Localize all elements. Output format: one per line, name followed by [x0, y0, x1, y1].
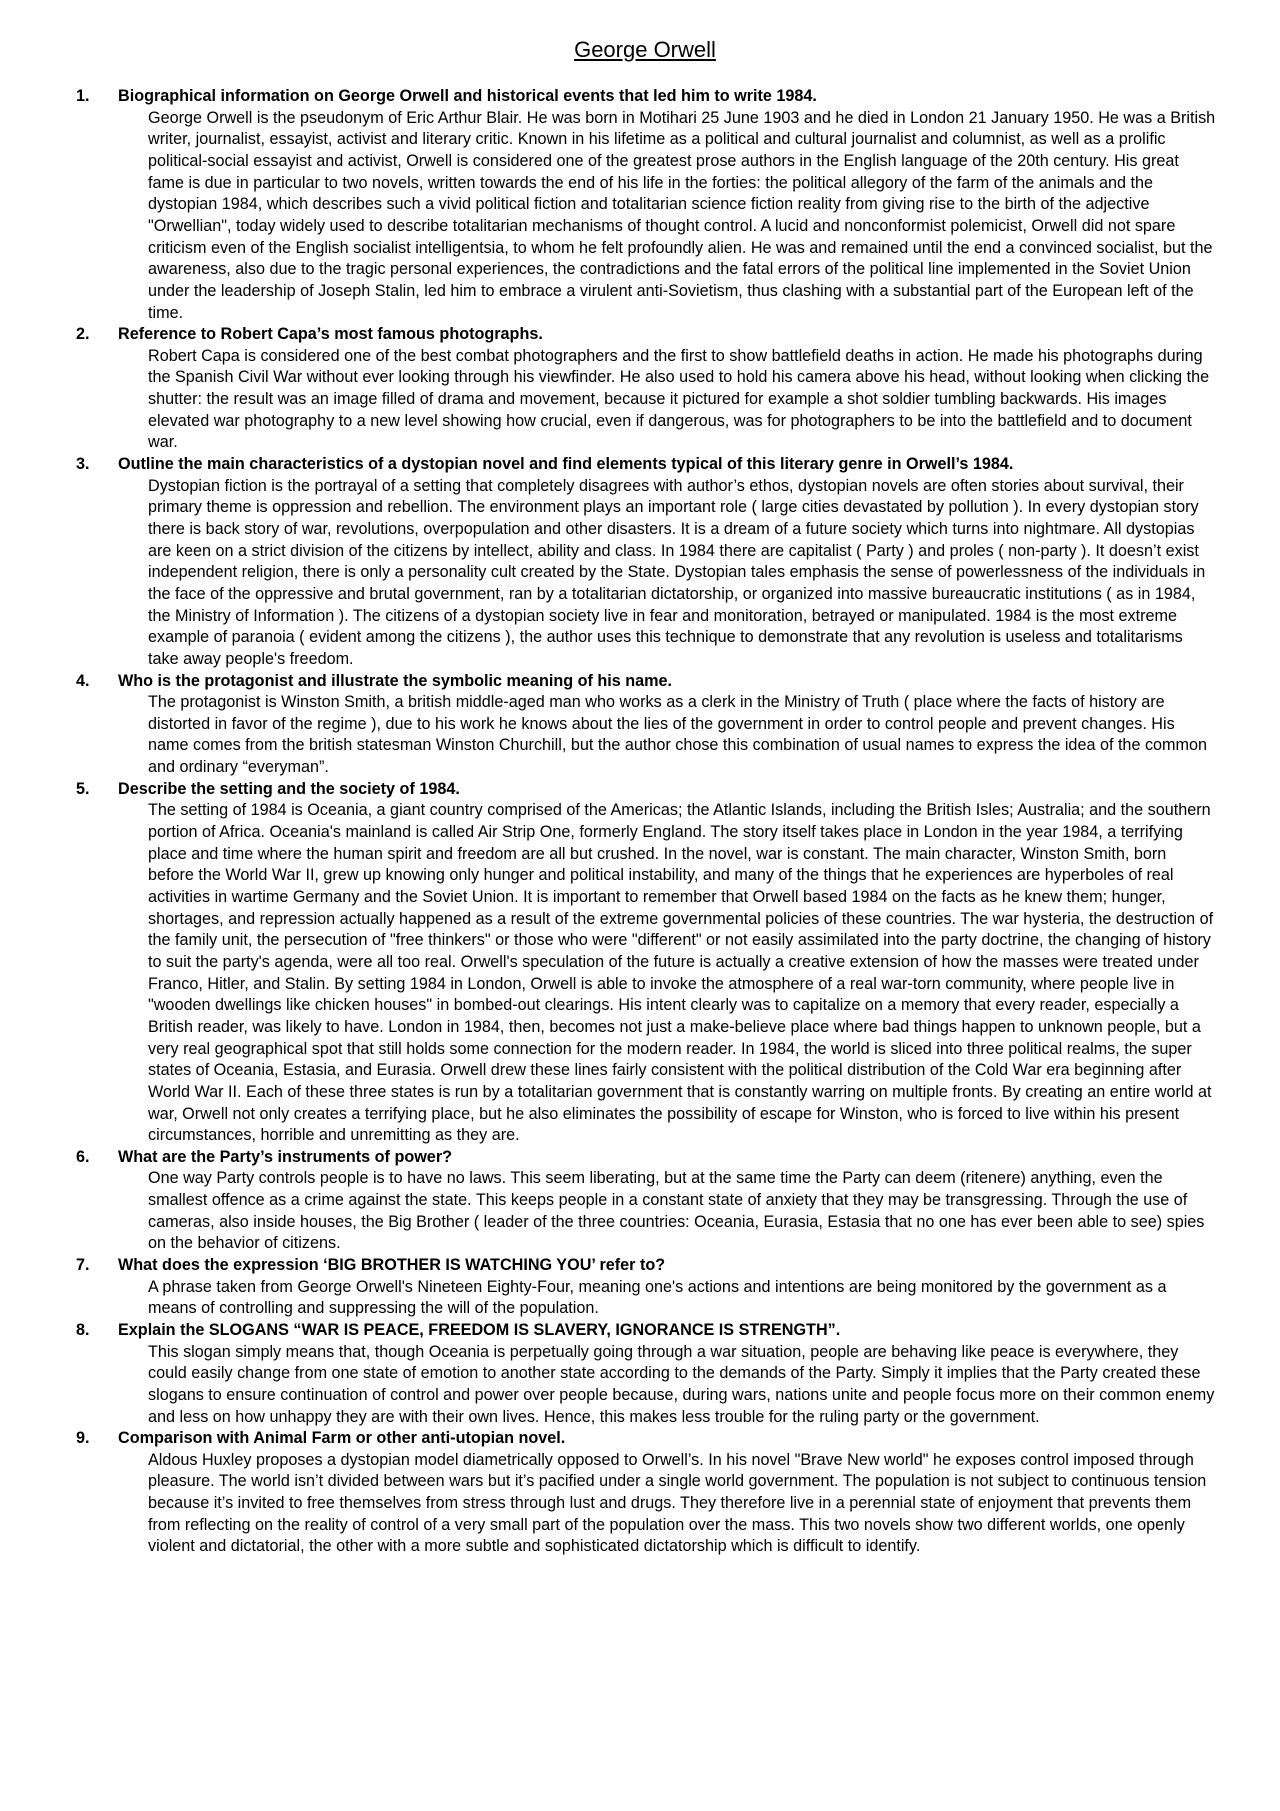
item-number: 6. [76, 1147, 90, 1166]
item-number: 4. [76, 671, 90, 690]
question-list [76, 86, 1216, 1558]
question-heading: What are the Party’s instruments of power? [118, 1147, 453, 1166]
answer-paragraph: Dystopian fiction is the portrayal of a setting that completely disagrees with author’s ethos, dystopian novels are often stories about survival, their primary theme is oppression and rebellion. The environment plays an important role ( large cities devastated by pollution ). In every dystopian story there is back story of war, revolutions, overpopulation and other disasters. It is a dream of a future society which turns into nightmare. All dystopias are keen on a strict division of the citizens by intellect, ability and class. In 1984 there are capitalist ( Party ) and proles ( non-party ). It doesn’t exist independent religion, there is only a personality cult created by the State. Dystopian tales emphasis the sense of powerlessness of the individuals in the face of the oppressive and brutal government, ran by a totalitarian dictatorship, or organized into massive bureaucratic institutions ( as in 1984, the Ministry of Information ). The citizens of a dystopian society live in fear and monitoration, betrayed or manipulated. 1984 is the most extreme example of paranoia ( evident among the citizens ), the author uses this technique to demonstrate that any revolution is useless and totalitarisms take away people's freedom. [148, 476, 1206, 668]
item-number: 2. [76, 325, 90, 344]
answer-paragraph: The setting of 1984 is Oceania, a giant country comprised of the Americas; the Atlantic Islands, including the British Isles; Australia; and the southern portion of Africa. Oceania's mainland is called Air Strip One, formerly England. The story itself takes place in London in the year 1984, a terrifying place and time where the human spirit and freedom are all but crushed. In the novel, war is constant. The main character, Winston Smith, born before the World War II, grew up knowing only hunger and political instability, and many of the things that he experiences are hyperboles of real activities in wartime Germany and the Soviet Union. It is important to remember that Orwell based 1984 on the facts as he knew them; hunger, shortages, and repression actually happened as a result of the extreme governmental policies of these countries. The war hysteria, the destruction of the family unit, the persecution of "free thinkers" or those who were "different" or not easily assimilated into the party doctrine, the changing of history to suit the party's agenda, were all too real. Orwell's speculation of the future is actually a creative extension of how the masses were treated under Franco, Hitler, and Stalin. By setting 1984 in London, Orwell is able to invoke the atmosphere of a real war-torn community, where people live in "wooden dwellings like chicken houses" in bombed-out clearings. His intent clearly was to capitalize on a memory that every reader, especially a British reader, was likely to have. London in 1984, then, becomes not just a make-believe place where bad things happen to unknown people, but a very real geographical spot that still holds some connection for the modern reader. In 1984, the world is sliced into three political realms, the super states of Oceania, Estasia, and Eurasia. Orwell drew these lines fairly consistent with the political distribution of the Cold War era beginning after World War II. Each of these three states is run by a totalitarian government that is constantly warring on multiple fronts. By creating an entire world at war, Orwell not only creates a terrifying place, but he also eliminates the possibility of escape for Winston, who is forced to live within his present circumstances, horrible and unremitting as they are. [148, 801, 1214, 1145]
question-heading: Who is the protagonist and illustrate the symbolic meaning of his name. [118, 671, 673, 690]
list-item-4 [76, 671, 1216, 779]
question-heading: Describe the setting and the society of 1984. [118, 779, 460, 798]
list-item-1 [76, 86, 1216, 324]
list-item-8 [76, 1320, 1216, 1428]
answer-paragraph: The protagonist is Winston Smith, a british middle-aged man who works as a clerk in the Ministry of Truth ( place where the facts of history are distorted in favor of the regime ), due to his work he knows about the lies of the government in order to control people and prevent changes. His name comes from the british statesman Winston Churchill, but the author chose this combination of usual names to express the idea of the common and ordinary “everyman”. [148, 693, 1208, 777]
page-title: George Orwell [574, 37, 716, 62]
list-item-6 [76, 1147, 1216, 1255]
list-item-9 [76, 1428, 1216, 1558]
question-heading: What does the expression ‘BIG BROTHER IS WATCHING YOU’ refer to? [118, 1256, 666, 1275]
answer-paragraph: This slogan simply means that, though Oceania is perpetually going through a war situation, people are behaving like peace is everywhere, they could easily change from one state of emotion to another state according to the demands of the Party. Simply it implies that the Party created these slogans to ensure continuation of control and power over people because, during wars, nations unite and people focus more on their common enemy and less on how unhappy they are with their own lives. Hence, this makes less trouble for the ruling party or the government. [148, 1342, 1215, 1426]
question-heading: Reference to Robert Capa’s most famous photographs. [118, 325, 543, 344]
list-item-3 [76, 454, 1216, 671]
answer-paragraph: A phrase taken from George Orwell's Nineteen Eighty-Four, meaning one's actions and intentions are being monitored by the government as a means of controlling and suppressing the will of the population. [148, 1277, 1167, 1318]
answer-paragraph: Robert Capa is considered one of the best combat photographers and the first to show battlefield deaths in action. He made his photographs during the Spanish Civil War without ever looking through his viewfinder. He also used to hold his camera above his head, without looking when clicking the shutter: the result was an image filled of drama and movement, because it pictured for example a shot soldier tumbling backwards. His images elevated war photography to a new level showing how crucial, even if dangerous, was for photographers to be into the battlefield and to document war. [148, 346, 1210, 452]
item-number: 1. [76, 87, 90, 105]
item-number: 7. [76, 1256, 90, 1275]
answer-paragraph: George Orwell is the pseudonym of Eric Arthur Blair. He was born in Motihari 25 June 1903 and he died in London 21 January 1950. He was a British writer, journalist, essayist, activist and literary critic. Known in his lifetime as a political and cultural journalist and columnist, as well as a prolific political-social essayist and activist, Orwell is considered one of the greatest prose authors in the English language of the 20th century. His great fame is due in particular to two novels, written towards the end of his life in the forties: the political allegory of the farm of the animals and the dystopian 1984, which describes such a vivid political fiction and totalitarian science fiction reality from giving rise to the birth of the adjective "Orwellian", today widely used to describe totalitarian mechanisms of thought control. A lucid and nonconformist polemicist, Orwell did not spare criticism even of the English socialist intelligentsia, to whom he felt profoundly alien. He was and remained until the end a convinced socialist, but the awareness, also due to the tragic personal experiences, the contradictions and the fatal errors of the political line implemented in the Soviet Union under the leadership of Joseph Stalin, led him to embrace a virulent anti-Sovietism, thus clashing with a substantial part of the European left of the time. [148, 108, 1216, 322]
item-number: 3. [76, 455, 90, 474]
item-number: 5. [76, 779, 90, 798]
question-heading: Biographical information on George Orwell and historical events that led him to write 1984. [118, 87, 817, 105]
item-number: 8. [76, 1320, 90, 1339]
list-item-5 [76, 779, 1216, 1147]
answer-paragraph: Aldous Huxley proposes a dystopian model diametrically opposed to Orwell’s. In his novel "Brave New world" he exposes control imposed through pleasure. The world isn’t divided between wars but it’s pacified under a single world government. The population is not subject to continuous tension because it’s invited to free themselves from stress through lust and drugs. They therefore live in a perennial state of enjoyment that prevents them from reflecting on the reality of control of a very small part of the population over the mass. This two novels show two different worlds, one openly violent and dictatorial, the other with a more subtle and sophisticated dictatorship which is difficult to identify. [148, 1450, 1207, 1556]
question-heading: Comparison with Animal Farm or other anti-utopian novel. [118, 1429, 566, 1448]
list-item-2 [76, 324, 1216, 454]
list-item-7 [76, 1255, 1216, 1320]
item-number: 9. [76, 1429, 90, 1448]
question-heading: Outline the main characteristics of a dystopian novel and find elements typical of this literary genre in Orwell’s 1984. [118, 455, 1014, 474]
answer-paragraph: One way Party controls people is to have no laws. This seem liberating, but at the same time the Party can deem (ritenere) anything, even the smallest offence as a crime against the state. This keeps people in a constant state of anxiety that they may be transgressing. Through the use of cameras, also inside houses, the Big Brother ( leader of the three countries: Oceania, Eurasia, Estasia that no one has ever been able to see) spies on the behavior of citizens. [148, 1169, 1205, 1253]
question-heading: Explain the SLOGANS “WAR IS PEACE, FREEDOM IS SLAVERY, IGNORANCE IS STRENGTH”. [118, 1320, 841, 1339]
